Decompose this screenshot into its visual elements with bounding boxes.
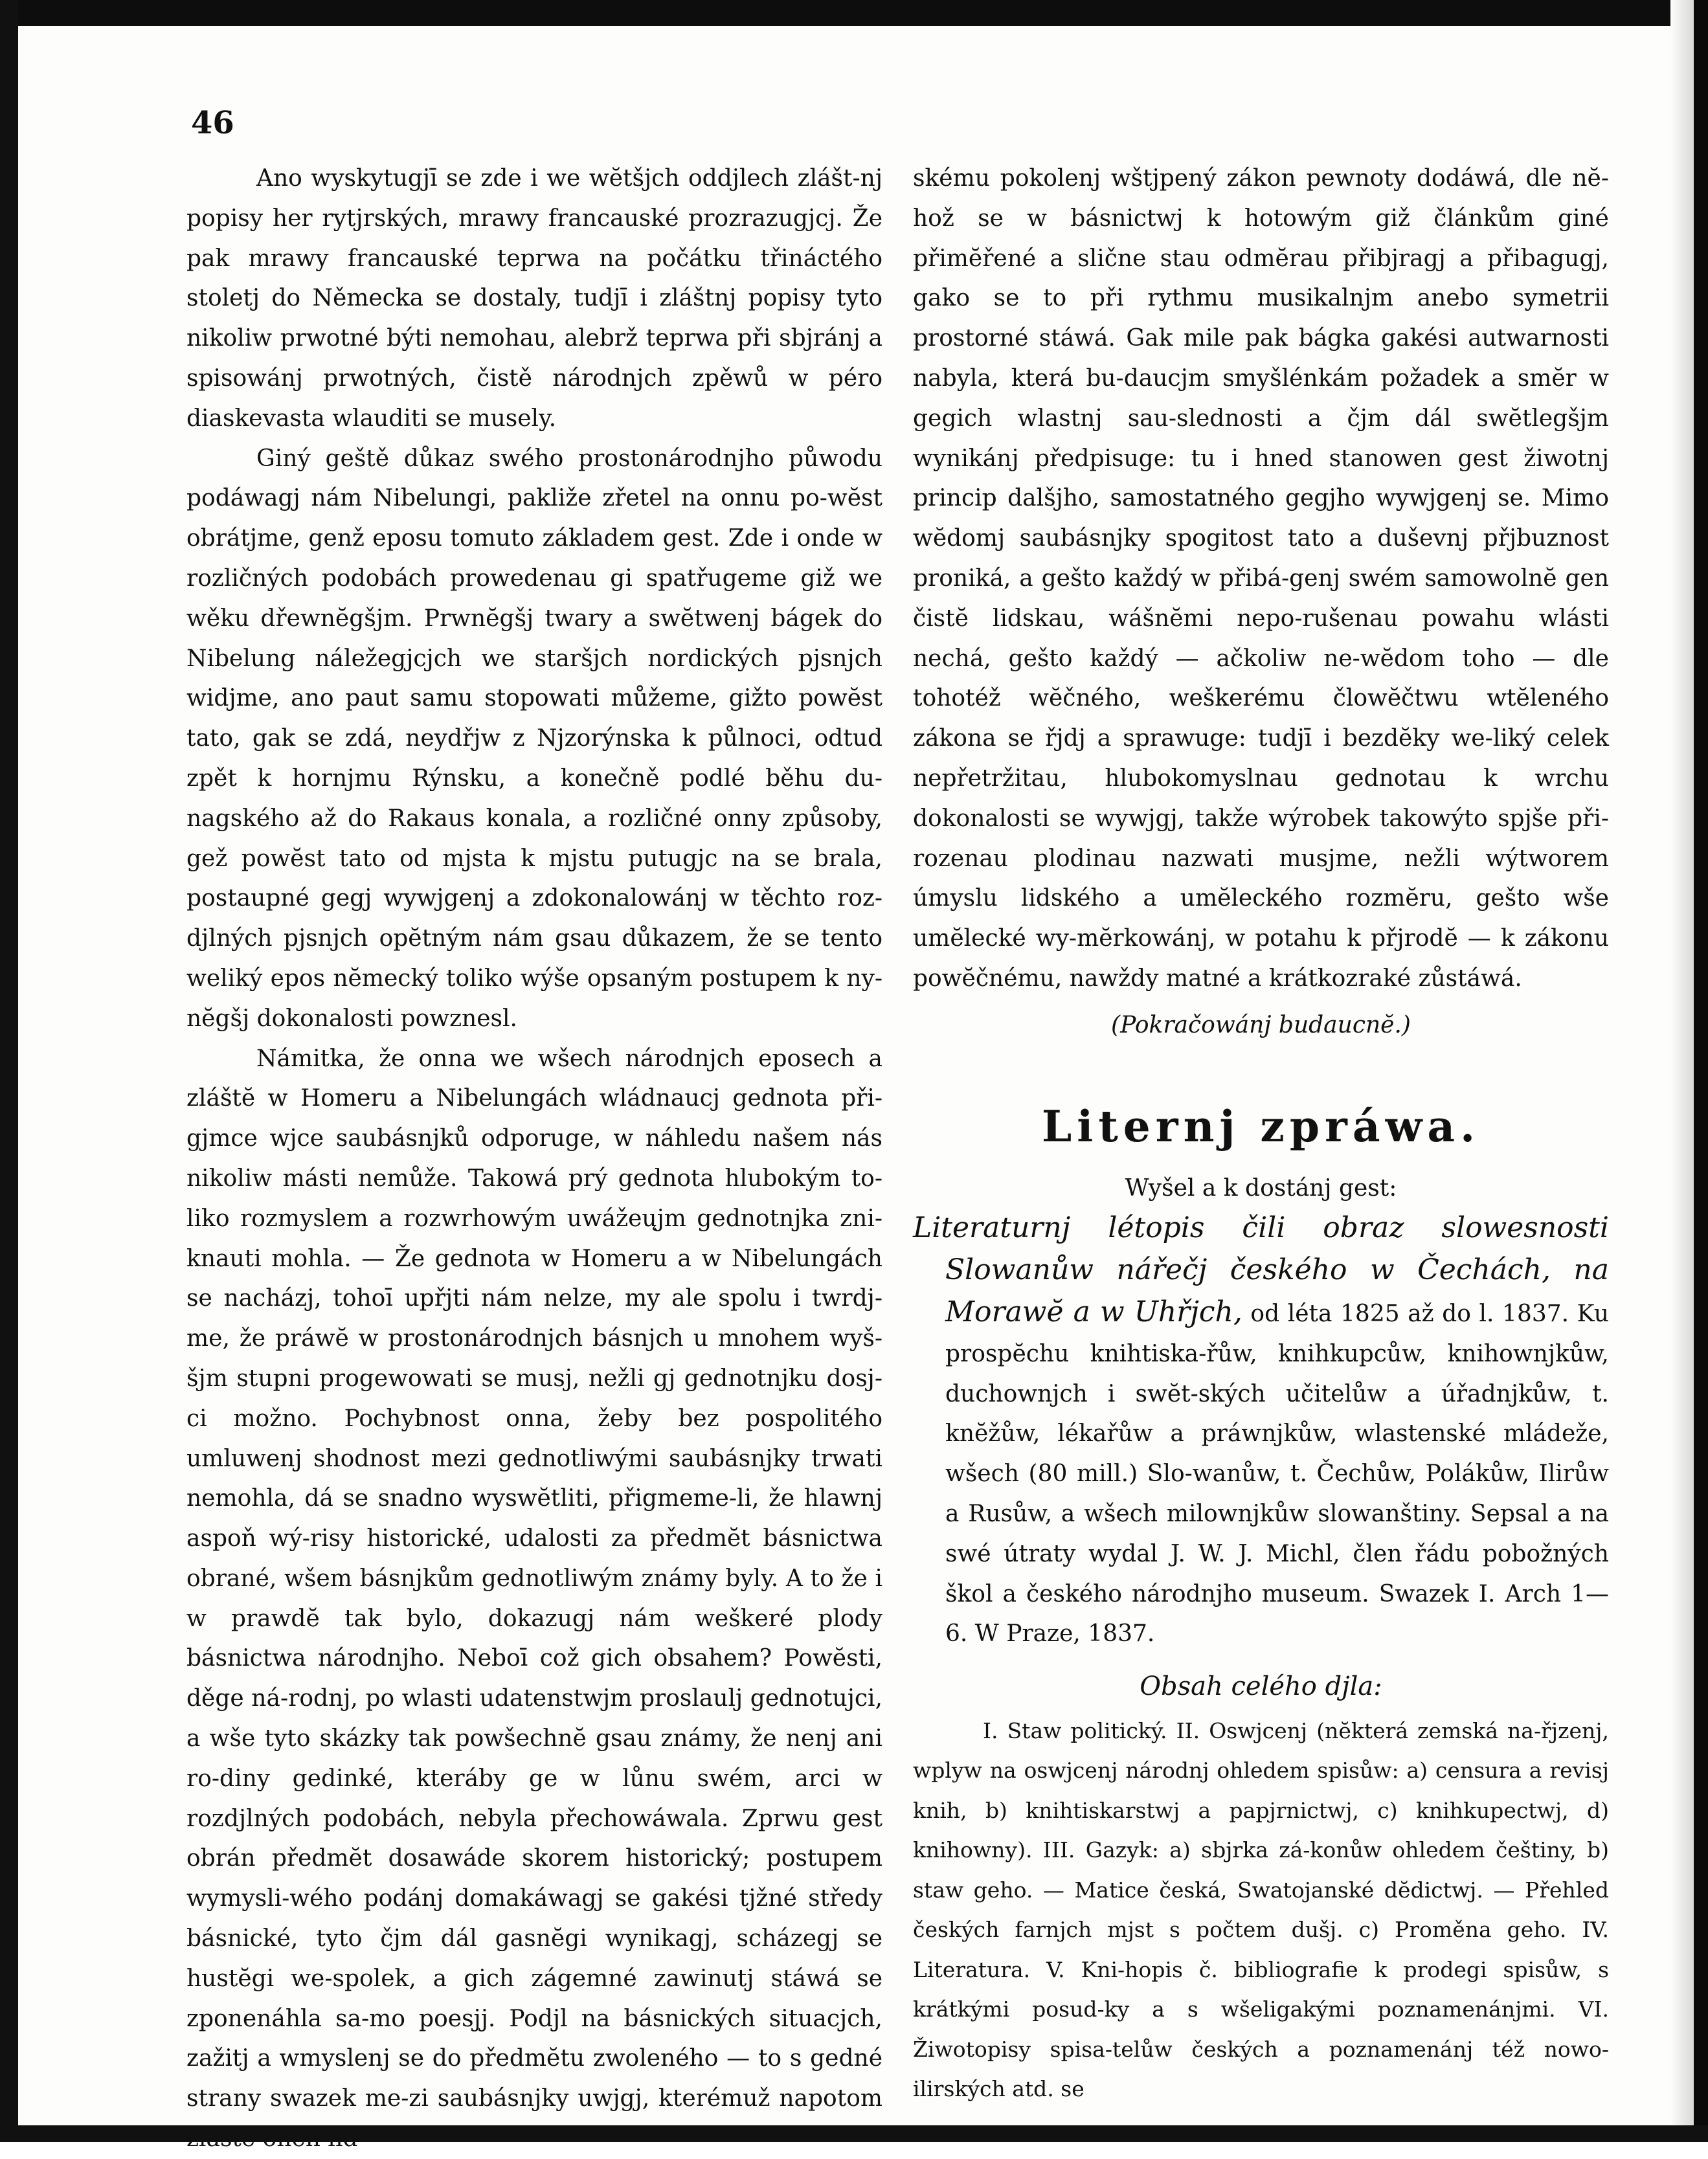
book-description: od léta 1825 až do l. 1837. Ku prospĕchu knihtiska-řůw, knihkupcůw, knihownjkůw, duchownjch i swĕt-ských učitelůw a úřadnjkůw, t. knĕžůw, lékařůw a práwnjkůw, wlastenské mládeže, wšech (80 mill.) Slo-wanůw, t. Čechůw, Polákůw, Ilirůw a Rusůw, a wšech milownjkůw slowanštiny. Sepsal a na swé útraty wydal J. W. J. Michl, člen řádu pobožných škol a českého národnjho museum. Swazek I. Arch 1—6. W Praze, 1837.	[945, 1300, 1609, 1648]
scan-edge-right	[1694, 0, 1708, 2142]
section-heading: Liternj zpráwa.	[1041, 1101, 1481, 1152]
contents-heading: Obsah celého djla:	[1140, 1672, 1382, 1702]
page-number: 46	[191, 105, 234, 141]
right-column	[913, 159, 1609, 2109]
scan-edge-left	[0, 0, 18, 2142]
paragraph: Giný geště důkaz swého prostonárodnjho půwodu podáwagj nám Nibelungi, pakliže zřetel na onnu po-wĕst obrátjme, genž eposu tomuto základem gest. Zde i onde w rozličných podobách prowedenau gi spatřugeme giž we wěku dřewnĕgšjm. Prwnĕgšj twary a swĕtwenj bágek do Nibelung náležegjcjch we staršjch nordických pjsnjch widjme, ano paut samu stopowati můžeme, gižto powĕst tato, gak se zdá, neydřjw z Njzorýnska k půlnoci, odtud zpět k hornjmu Rýnsku, a konečně podlé běhu du-nagského až do Rakaus konala, a rozličné onny způsoby, gež powĕst tato od mjsta k mjstu putugjc na se brala, postaupné gegj wywjgenj a zdokonalowánj w těchto roz-djlných pjsnjch opĕtným nám gsau důkazem, že se tento weliký epos nĕmecký toliko wýše opsaným postupem k ny-nĕgšj dokonalosti powznesl.	[186, 445, 882, 1032]
scan-edge-top	[0, 0, 1708, 26]
announcement: Wyšel a k dostánj gest:	[1125, 1174, 1397, 1202]
paragraph: Ano wyskytugjī se zde i we wĕtšjch oddjlech zlášt-nj popisy her rytjrských, mrawy francauské prozrazugjcj. Že pak mrawy francauské teprwa na počátku třináctého stoletj do Německa se dostaly, tudjī i zláštnj popisy tyto nikoliw prwotné býti nemohau, alebrž teprwa při sbjránj a spisowánj prwotných, čistě národnjch zpěwů w péro diaskevasta wlauditi se musely.	[186, 165, 882, 432]
page-fold-shadow	[1670, 0, 1694, 2142]
paragraph: Námitka, že onna we wšech národnjch eposech a zláštĕ w Homeru a Nibelungách wládnaucj gednota při-gjmce wjce saubásnjků odporuge, w náhledu našem nás nikoliw másti nemůže. Takowá prý gednota hlubokým to-liko rozmyslem a rozwrhowým uwážeųjm gednotnjka zni-knauti mohla. — Že gednota w Homeru a w Nibelungách se nacházj, tohoī upřjti nám nelze, my ale spolu i twrdj-me, že práwĕ w prostonárodnjch básnjch u mnohem wyš-šjm stupni progewowati se musj, nežli gj gednotnjku dosj-ci možno. Pochybnost onna, žeby bez pospolitého umluwenj shodnost mezi gednotliwými saubásnjky trwati nemohla, dá se snadno wyswĕtliti, přigmeme-li, že hlawnj aspoň wý-risy historické, udalosti za předmĕt básnictwa obrané, wšem básnjkům gednotliwým známy byly. A to že i w prawdĕ tak bylo, dokazugj nám weškeré plody básnictwa národnjho. Neboī což gich obsahem? Powĕsti, děge ná-rodnj, po wlasti udatenstwjm proslaulj gednotujci, a wše tyto skázky tak powšechnĕ gsau známy, že nenj ani ro-diny gedinké, kteráby ge w lůnu swém, arci w rozdjlných podobách, nebyla přechowáwala. Zprwu gest obrán předmĕt dosawáde skorem historický; postupem wymysli-wého podánj domakáwagj se gakési tjžné středy básnické, tyto čjm dál gasnĕgi wynikagj, scházegj se hustĕgi we-spolek, a gich zágemné zawinutj stáwá se zponenáhla sa-mo poesjj. Podjl na básnických situacjch, zažitj a wmyslenj se do předmĕtu zwoleného — to s gedné strany swazek me-zi saubásnjky uwjgj, kterémuž napotom zláštĕ onen lid-	[186, 1045, 882, 2153]
left-column	[186, 159, 882, 2159]
continuation-note: (Pokračowánj budaucnĕ.)	[1111, 1011, 1411, 1038]
paragraph-continued: skému pokolenj wštjpený zákon pewnoty dodáwá, dle nĕ-hož se w básnictwj k hotowým giž článkům giné přimĕřené a slične stau odmĕrau přibjragj a přibagugj, gako se to při rythmu musikalnjm anebo symetrii prostorné stáwá. Gak mile pak bágka gakési autwarnosti nabyla, která bu-daucjm smyšlénkám požadek a smĕr w gegich wlastnj sau-slednosti a čjm dál swĕtlegšjm wynikánj předpisuge: tu i hned stanowen gest žiwotnj princip dalšjho, samostatného gegjho wywjgenj se. Mimo wĕdomj saubásnjky spogitost tato a duševnj přjbuznost proniká, a gešto každý w přibá-genj swém samowolnĕ gen čistĕ lidskau, wášnĕmi nepo-rušenau powahu wlásti nechá, gešto každý — ačkoliw ne-wĕdom toho — dle tohotéž wĕčného, weškerému člowĕčtwu wtĕleného zákona se řjdj a sprawuge: tudjī i bezdĕky we-liký celek nepřetržitau, hlubokomyslnau gednotau k wrchu dokonalosti se wywjgj, takže wýrobek takowýto spjše při-rozenau plodinau nazwati musjme, nežli wýtworem úmyslu lidského a umĕleckého rozmĕru, gešto wše umĕlecké wy-mĕrkowánj, w potahu k přjrodĕ — k zákonu powĕčnému, nawždy matné a krátkozraké zůstáwá.	[913, 165, 1609, 992]
book-title: Literaturnj létopis čili obraz slowesnosti Slowanůw nářečj českého w Čechách, na Morawĕ a w Uhřjch,	[913, 1211, 1609, 1328]
book-entry	[913, 1208, 1609, 1654]
contents-text: I. Staw politický. II. Oswjcenj (nĕkterá zemská na-řjzenj, wplyw na oswjcenj národnj ohledem spisůw: a) censura a revisj knih, b) knihtiskarstwj a papjrnictwj, c) knihkupectwj, d) knihowny). III. Gazyk: a) sbjrka zá-konůw ohledem češtiny, b) staw geho. — Matice česká, Swatojanské dĕdictwj. — Přehled českých farnjch mjst s počtem dušj. c) Proměna geho. IV. Literatura. V. Kni-hopis č. bibliografie k prodegi spisůw, s krátkými posud-ky a s wšeligakými poznamenánjmi. VI. Žiwotopisy spisa-telůw českých a poznamenánj též nowo-ilirských atd. se	[913, 1717, 1609, 2102]
